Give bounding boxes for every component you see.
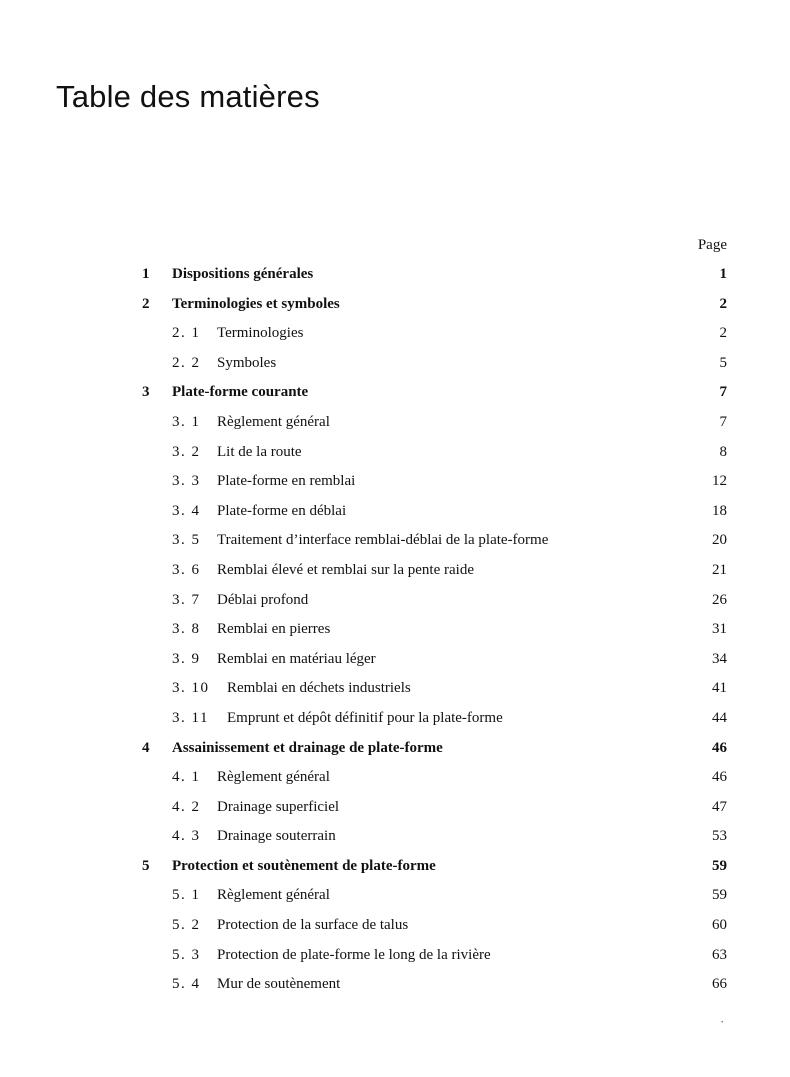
toc-label: Terminologies et symboles — [172, 295, 340, 312]
toc-number: 3. 6 — [172, 561, 201, 578]
toc-section[interactable] — [0, 881, 790, 911]
toc-number: 1 — [142, 266, 150, 282]
toc-section[interactable] — [0, 497, 790, 527]
toc-page-number: 18 — [712, 502, 727, 519]
toc-section[interactable] — [0, 319, 790, 349]
toc-section[interactable] — [0, 526, 790, 556]
toc-label: Remblai en pierres — [217, 621, 331, 638]
toc-label: Règlement général — [217, 413, 330, 430]
toc-section[interactable] — [0, 911, 790, 941]
toc-label: Protection de plate-forme le long de la rivière — [217, 946, 491, 963]
toc-label: Règlement général — [217, 887, 330, 904]
toc-number: 3. 1 — [172, 413, 201, 430]
toc-label: Remblai en déchets industriels — [227, 680, 411, 697]
toc-page-number: 63 — [712, 946, 727, 963]
toc-page-number: 8 — [719, 443, 727, 460]
toc-section[interactable] — [0, 586, 790, 616]
toc-section[interactable] — [0, 822, 790, 852]
toc-section[interactable] — [0, 645, 790, 675]
toc-page-number: 60 — [712, 917, 727, 934]
toc-page-number: 44 — [712, 709, 727, 726]
toc-page-number: 59 — [712, 887, 727, 904]
toc-label: Remblai en matériau léger — [217, 650, 376, 667]
toc-label: Remblai élevé et remblai sur la pente raide — [217, 561, 474, 578]
toc-label: Assainissement et drainage de plate-forme — [172, 739, 443, 756]
toc-label: Symboles — [217, 354, 277, 371]
toc-number: 5. 4 — [172, 976, 201, 993]
toc-page-number: 20 — [712, 532, 727, 549]
toc-number: 3. 3 — [172, 473, 201, 490]
toc-section[interactable] — [0, 467, 790, 497]
toc-section[interactable] — [0, 349, 790, 379]
toc-page-number: 59 — [712, 857, 727, 874]
toc-label: Drainage superficiel — [217, 798, 340, 815]
toc-number: 2 — [142, 295, 150, 312]
toc-section[interactable] — [0, 970, 790, 1000]
toc-number: 5. 1 — [172, 887, 201, 904]
toc-section[interactable] — [0, 615, 790, 645]
toc-section[interactable] — [0, 763, 790, 793]
toc-number: 2. 1 — [172, 325, 201, 342]
toc-label: Protection et soutènement de plate-forme — [172, 857, 436, 874]
toc-number: 3. 5 — [172, 532, 201, 549]
toc-page-number: 1 — [719, 266, 727, 282]
toc-page-number: 53 — [712, 828, 727, 845]
toc-label: Plate-forme courante — [172, 384, 309, 401]
toc-label: Terminologies — [217, 325, 304, 342]
toc-page-number: 7 — [719, 413, 727, 430]
toc-number: 5 — [142, 857, 150, 874]
toc-page-number: 12 — [712, 473, 727, 490]
toc-label: Plate-forme en remblai — [217, 473, 356, 490]
toc-label: Règlement général — [217, 769, 330, 786]
toc-number: 4. 1 — [172, 769, 201, 786]
toc-label: Déblai profond — [217, 591, 309, 608]
page-mark: · — [720, 1014, 725, 1029]
toc-page-number: 34 — [712, 650, 727, 667]
page-title: Table des matières — [56, 79, 320, 114]
toc-page-number: 7 — [719, 384, 727, 401]
toc-number: 3. 8 — [172, 621, 201, 638]
toc-number: 4 — [142, 739, 150, 756]
toc-number: 4. 3 — [172, 828, 201, 845]
toc-page-number: 47 — [712, 798, 727, 815]
toc-number: 3 — [142, 384, 150, 401]
toc-chapter[interactable] — [0, 734, 790, 764]
toc-number: 4. 2 — [172, 798, 201, 815]
table-of-contents — [0, 260, 790, 1000]
toc-chapter[interactable] — [0, 260, 790, 290]
toc-chapter[interactable] — [0, 852, 790, 882]
toc-label: Emprunt et dépôt définitif pour la plate-forme — [227, 709, 503, 726]
toc-page-number: 2 — [719, 295, 727, 312]
page-column-label: Page — [697, 237, 727, 253]
toc-number: 3. 11 — [172, 709, 209, 726]
toc-number: 2. 2 — [172, 354, 201, 371]
toc-number: 3. 10 — [172, 680, 210, 697]
toc-label: Mur de soutènement — [217, 976, 341, 993]
toc-page-number: 26 — [712, 591, 727, 608]
toc-label: Lit de la route — [217, 443, 302, 460]
toc-label: Protection de la surface de talus — [217, 917, 409, 934]
toc-section[interactable] — [0, 438, 790, 468]
toc-page-number: 46 — [712, 769, 727, 786]
toc-number: 3. 9 — [172, 650, 201, 667]
toc-page-number: 31 — [712, 621, 727, 638]
toc-page-number: 5 — [719, 354, 727, 371]
toc-page-number: 21 — [712, 561, 727, 578]
toc-section[interactable] — [0, 793, 790, 823]
toc-page-number: 2 — [719, 325, 727, 342]
toc-section[interactable] — [0, 556, 790, 586]
toc-number: 5. 3 — [172, 946, 201, 963]
toc-number: 5. 2 — [172, 917, 201, 934]
toc-label: Drainage souterrain — [217, 828, 336, 845]
toc-number: 3. 4 — [172, 502, 201, 519]
toc-chapter[interactable] — [0, 378, 790, 408]
toc-section[interactable] — [0, 704, 790, 734]
toc-section[interactable] — [0, 408, 790, 438]
toc-page-number: 46 — [712, 739, 727, 756]
toc-label: Traitement d’interface remblai-déblai de la plate-forme — [217, 532, 549, 549]
toc-label: Dispositions générales — [172, 266, 314, 282]
toc-page-number: 41 — [712, 680, 727, 697]
toc-section[interactable] — [0, 941, 790, 971]
toc-chapter[interactable] — [0, 290, 790, 320]
toc-number: 3. 7 — [172, 591, 201, 608]
toc-section[interactable] — [0, 674, 790, 704]
toc-number: 3. 2 — [172, 443, 201, 460]
toc-page-number: 66 — [712, 976, 727, 993]
toc-label: Plate-forme en déblai — [217, 502, 347, 519]
